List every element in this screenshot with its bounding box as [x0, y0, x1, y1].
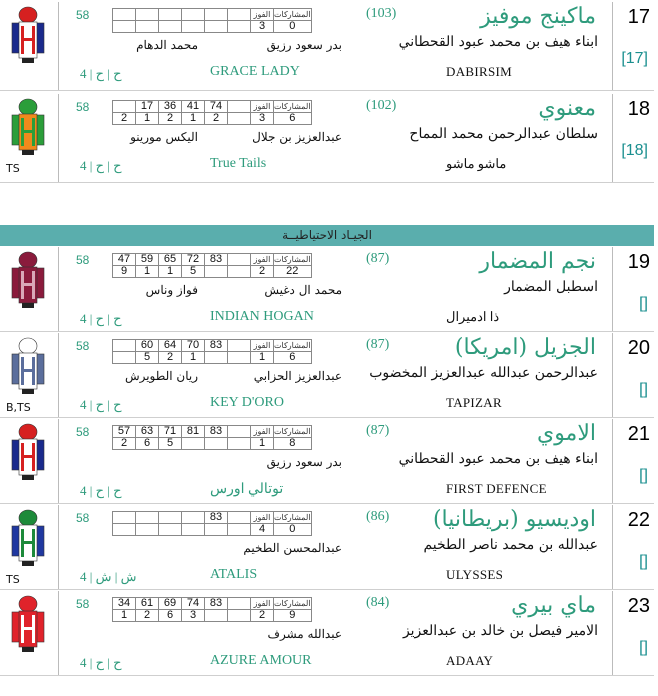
history-position-cell [159, 21, 182, 33]
horse-name-english[interactable]: True Tails [210, 156, 267, 171]
form-history-table [112, 425, 312, 450]
jockey-name: ريان الطويرش [124, 369, 198, 383]
history-rating-cell: 65 [159, 254, 182, 266]
horse-rating: (84) [366, 595, 390, 610]
history-position-cell [113, 524, 136, 536]
wins-header: الفوز [251, 512, 274, 524]
starts-header: المشاركات [274, 599, 311, 608]
sire-name: ذا ادميرال [446, 309, 500, 324]
history-position-cell: 1 [159, 266, 182, 278]
starts-value: 9 [274, 610, 312, 622]
history-position-cell [182, 21, 205, 33]
form-history-table [112, 8, 312, 33]
jockey-silk-icon [6, 251, 50, 313]
history-position-cell: 1 [136, 113, 159, 125]
starts-header: المشاركات [274, 255, 311, 264]
row-divider-silk [58, 591, 59, 675]
horse-row [0, 505, 654, 590]
form-indicator: ح | ح | 4 [80, 66, 122, 81]
history-rating-cell [228, 598, 251, 610]
history-rating-cell [228, 254, 251, 266]
wins-header: الفوز [251, 9, 274, 21]
horse-row [0, 2, 654, 91]
horse-rating: (87) [366, 337, 390, 352]
form-indicator: ح | ح | 4 [80, 655, 122, 670]
history-rating-cell [113, 512, 136, 524]
rank-bracket: [] [639, 639, 648, 656]
race-number: 22 [627, 509, 650, 531]
history-rating-cell: 17 [136, 101, 159, 113]
history-rating-cell: 83 [205, 426, 228, 438]
row-divider-left [612, 94, 613, 182]
horse-rating: (103) [366, 6, 397, 21]
history-rating-cell: 36 [159, 101, 182, 113]
history-rating-cell [159, 512, 182, 524]
history-rating-cell: 83 [205, 598, 228, 610]
jockey-silk-icon [6, 423, 50, 485]
rank-bracket: [] [639, 467, 648, 484]
carried-weight: 58 [76, 339, 90, 353]
horse-name-arabic[interactable]: اوديسيو (بريطانيا) [432, 507, 596, 532]
history-position-cell: 5 [136, 352, 159, 364]
jockey-name: فواز وناس [145, 283, 198, 297]
owner-name: عبدالله بن محمد ناصر الطخيم [423, 537, 598, 553]
history-rating-cell [205, 9, 228, 21]
form-indicator: ح | ح | 4 [80, 158, 122, 173]
jockey-silk-icon [6, 595, 50, 657]
history-rating-cell [136, 9, 159, 21]
row-divider-silk [58, 2, 59, 90]
history-rating-cell [182, 9, 205, 21]
rank-bracket: [] [639, 381, 648, 398]
horse-name-english[interactable]: KEY D'ORO [210, 395, 284, 410]
history-position-cell [228, 266, 251, 278]
history-rating-cell: 83 [205, 254, 228, 266]
history-position-cell [228, 438, 251, 450]
row-divider-left [612, 333, 613, 417]
owner-name: الامير فيصل بن خالد بن عبدالعزيز [402, 623, 598, 639]
history-position-cell: 5 [182, 266, 205, 278]
rank-bracket: [] [639, 295, 648, 312]
history-position-cell [136, 21, 159, 33]
wins-header: الفوز [251, 101, 274, 113]
history-position-cell: 2 [159, 113, 182, 125]
history-position-cell [205, 610, 228, 622]
history-position-cell [228, 524, 251, 536]
history-position-cell [182, 438, 205, 450]
carried-weight: 58 [76, 8, 90, 22]
wins-value: 2 [251, 266, 274, 278]
jockey-silk-icon [6, 98, 50, 160]
trainer-name: عبدالمحسن الطخيم [243, 541, 342, 555]
starts-value: 6 [274, 352, 312, 364]
wins-header: الفوز [251, 340, 274, 352]
row-divider-silk [58, 94, 59, 182]
history-position-cell [228, 352, 251, 364]
horse-row [0, 419, 654, 504]
history-position-cell [159, 524, 182, 536]
history-rating-cell: 70 [182, 340, 205, 352]
horse-name-english[interactable]: INDIAN HOGAN [210, 309, 314, 324]
history-rating-cell: 59 [136, 254, 159, 266]
banner-title: الجيـاد الاحتياطيــة [282, 228, 372, 242]
wins-value: 1 [251, 352, 274, 364]
horse-rating: (86) [366, 509, 390, 524]
sire-name: ULYSSES [446, 567, 504, 582]
horse-row [0, 94, 654, 183]
race-number: 23 [627, 595, 650, 617]
row-divider-left [612, 247, 613, 331]
history-rating-cell: 72 [182, 254, 205, 266]
starts-header: المشاركات [274, 102, 311, 111]
row-divider-silk [58, 247, 59, 331]
owner-name: عبدالرحمن عبدالله عبدالعزيز المخضوب [369, 365, 598, 381]
horse-name-arabic[interactable]: الاموي [536, 421, 596, 446]
history-rating-cell [113, 340, 136, 352]
history-rating-cell: 74 [182, 598, 205, 610]
starts-value: 8 [274, 438, 312, 450]
trainer-name: عبدالله مشرف [267, 627, 342, 641]
horse-name-arabic[interactable]: معنوي [538, 96, 596, 121]
form-history-table [112, 100, 312, 125]
trainer-name: بدر سعود رزيق [266, 38, 342, 52]
history-rating-cell: 81 [182, 426, 205, 438]
history-position-cell: 2 [113, 438, 136, 450]
wins-value: 3 [251, 21, 274, 33]
form-history-table [112, 339, 312, 364]
history-position-cell [228, 113, 251, 125]
history-rating-cell: 83 [205, 340, 228, 352]
history-rating-cell: 64 [159, 340, 182, 352]
wins-header: الفوز [251, 598, 274, 610]
row-divider-left [612, 2, 613, 90]
form-indicator: ح | ح | 4 [80, 311, 122, 326]
sire-name: ADAAY [446, 653, 494, 668]
sire-name: DABIRSIM [446, 64, 512, 79]
history-position-cell: 5 [159, 438, 182, 450]
rank-bracket: [17] [621, 50, 648, 67]
history-rating-cell: 60 [136, 340, 159, 352]
row-divider-left [612, 591, 613, 675]
history-position-cell [113, 21, 136, 33]
race-number: 21 [627, 423, 650, 445]
history-position-cell [228, 21, 251, 33]
history-rating-cell: 41 [182, 101, 205, 113]
history-rating-cell: 71 [159, 426, 182, 438]
trainer-name: محمد ال دغيش [264, 283, 342, 297]
form-history-table [112, 253, 312, 278]
history-rating-cell: 69 [159, 598, 182, 610]
rank-bracket: [18] [621, 142, 648, 159]
sire-name: TAPIZAR [446, 395, 502, 410]
wins-value: 2 [251, 610, 274, 622]
owner-name: ابناء هيف بن محمد عبود القحطاني [398, 34, 598, 50]
rank-bracket: [] [639, 553, 648, 570]
history-position-cell: 1 [182, 352, 205, 364]
horse-rating: (87) [366, 423, 390, 438]
history-position-cell [113, 352, 136, 364]
horse-name-arabic[interactable]: الجزيل (امريكا) [454, 335, 596, 360]
history-rating-cell [228, 512, 251, 524]
wins-header: الفوز [251, 426, 274, 438]
row-divider-left [612, 505, 613, 589]
history-rating-cell: 74 [205, 101, 228, 113]
owner-name: اسطبل المضمار [504, 279, 598, 295]
horse-row [0, 591, 654, 676]
history-position-cell: 2 [136, 610, 159, 622]
history-rating-cell: 47 [113, 254, 136, 266]
history-rating-cell [228, 340, 251, 352]
form-indicator: ح | ح | 4 [80, 397, 122, 412]
trainer-name: بدر سعود رزيق [266, 455, 342, 469]
carried-weight: 58 [76, 253, 90, 267]
history-position-cell [205, 266, 228, 278]
horse-name-arabic[interactable]: ماي بيري [511, 593, 596, 618]
row-divider-silk [58, 333, 59, 417]
history-position-cell [205, 438, 228, 450]
carried-weight: 58 [76, 100, 90, 114]
history-rating-cell: 63 [136, 426, 159, 438]
horse-rating: (102) [366, 98, 397, 113]
history-rating-cell [136, 512, 159, 524]
wins-value: 4 [251, 524, 274, 536]
history-rating-cell [113, 9, 136, 21]
trainer-name: عبدالعزيز الحزابي [253, 369, 342, 383]
starts-value: 22 [274, 266, 312, 278]
horse-row [0, 333, 654, 418]
horse-row [0, 247, 654, 332]
horse-name-english[interactable]: توتالي اورس [210, 482, 284, 497]
horse-name-arabic[interactable]: نجم المضمار [479, 249, 596, 274]
history-position-cell: 2 [113, 113, 136, 125]
history-position-cell: 1 [182, 113, 205, 125]
race-number: 18 [627, 98, 650, 120]
carried-weight: 58 [76, 425, 90, 439]
history-position-cell [182, 524, 205, 536]
jockey-name: محمد الدهام [136, 38, 198, 52]
history-position-cell: 9 [113, 266, 136, 278]
history-rating-cell [159, 9, 182, 21]
race-number: 17 [627, 6, 650, 28]
owner-name: ابناء هيف بن محمد عبود القحطاني [398, 451, 598, 467]
form-history-table [112, 597, 312, 622]
form-history-table [112, 511, 312, 536]
starts-value: 6 [274, 113, 312, 125]
starts-header: المشاركات [274, 427, 311, 436]
carried-weight: 58 [76, 597, 90, 611]
race-number: 19 [627, 251, 650, 273]
history-rating-cell: 61 [136, 598, 159, 610]
history-rating-cell: 83 [205, 512, 228, 524]
reserve-horses-banner [0, 225, 654, 246]
jockey-silk-icon [6, 509, 50, 571]
equipment-tag: B,TS [6, 401, 31, 414]
jockey-silk-icon [6, 6, 50, 68]
equipment-tag: TS [6, 573, 20, 586]
history-position-cell: 1 [113, 610, 136, 622]
history-position-cell: 2 [205, 113, 228, 125]
history-rating-cell [228, 9, 251, 21]
history-position-cell: 3 [182, 610, 205, 622]
history-position-cell [136, 524, 159, 536]
history-rating-cell [182, 512, 205, 524]
starts-value: 0 [274, 21, 312, 33]
wins-value: 3 [251, 113, 274, 125]
history-rating-cell: 34 [113, 598, 136, 610]
history-rating-cell [113, 101, 136, 113]
history-position-cell: 1 [136, 266, 159, 278]
history-position-cell [205, 21, 228, 33]
carried-weight: 58 [76, 511, 90, 525]
starts-header: المشاركات [274, 341, 311, 350]
equipment-tag: TS [6, 162, 20, 175]
history-rating-cell [228, 101, 251, 113]
trainer-name: عبدالعزيز بن جلال [252, 130, 342, 144]
starts-value: 0 [274, 524, 312, 536]
form-indicator: ش | ش | 4 [80, 569, 137, 584]
sire-name: FIRST DEFENCE [446, 481, 547, 496]
wins-header: الفوز [251, 254, 274, 266]
row-divider-left [612, 419, 613, 503]
history-position-cell [228, 610, 251, 622]
starts-header: المشاركات [274, 513, 311, 522]
sire-name: ماشو ماشو [446, 156, 507, 171]
history-position-cell: 6 [159, 610, 182, 622]
starts-header: المشاركات [274, 10, 311, 19]
history-position-cell [205, 352, 228, 364]
race-number: 20 [627, 337, 650, 359]
horse-name-arabic[interactable]: ماكينج موفيز [480, 4, 596, 29]
horse-name-english[interactable]: GRACE LADY [210, 64, 300, 79]
wins-value: 1 [251, 438, 274, 450]
jockey-name: اليكس مورينو [130, 130, 198, 144]
horse-rating: (87) [366, 251, 390, 266]
form-indicator: ح | ح | 4 [80, 483, 122, 498]
row-divider-silk [58, 505, 59, 589]
jockey-silk-icon [6, 337, 50, 399]
history-position-cell [205, 524, 228, 536]
history-rating-cell: 57 [113, 426, 136, 438]
horse-name-english[interactable]: ATALIS [210, 567, 258, 582]
history-position-cell: 2 [159, 352, 182, 364]
horse-name-english[interactable]: AZURE AMOUR [210, 653, 312, 668]
history-rating-cell [228, 426, 251, 438]
owner-name: سلطان عبدالرحمن محمد المماح [409, 126, 598, 142]
row-divider-silk [58, 419, 59, 503]
history-position-cell: 6 [136, 438, 159, 450]
